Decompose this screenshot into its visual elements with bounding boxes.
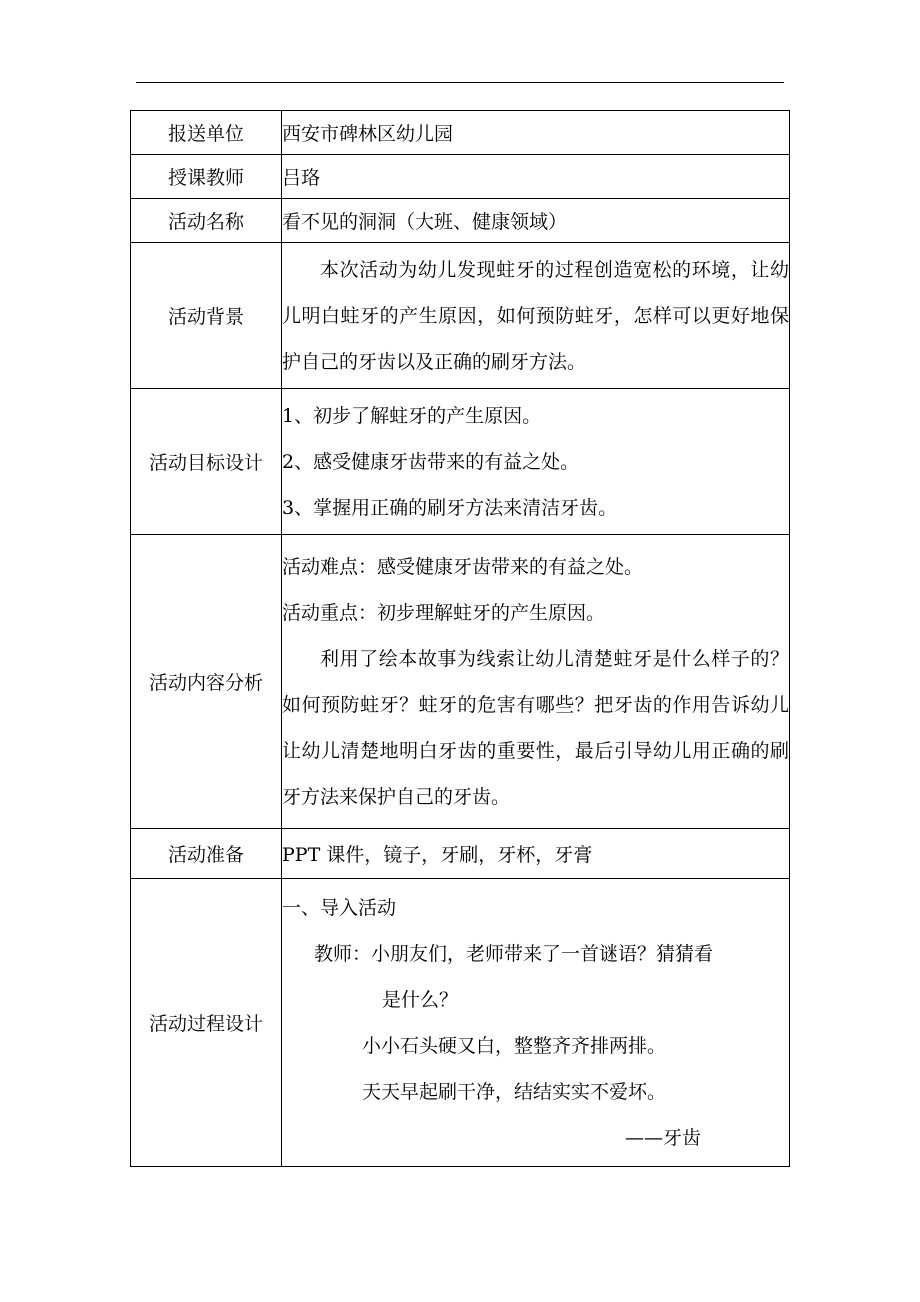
row-unit — [131, 111, 790, 155]
analysis-difficulty: 活动难点：感受健康牙齿带来的有益之处。 — [282, 555, 644, 578]
label-prep: 活动准备 — [131, 829, 282, 879]
label-process: 活动过程设计 — [131, 879, 282, 1167]
label-goals: 活动目标设计 — [131, 389, 282, 535]
label-background: 活动背景 — [131, 243, 282, 389]
analysis-key: 活动重点：初步理解蛀牙的产生原因。 — [282, 601, 606, 624]
riddle-line-2: 天天早起刷干净，结结实实不爱坏。 — [362, 1080, 667, 1103]
row-analysis — [131, 535, 790, 829]
riddle-answer: ——牙齿 — [624, 1126, 701, 1149]
goal-item: 2、感受健康牙齿带来的有益之处。 — [282, 450, 580, 473]
value-activity-name: 看不见的洞洞（大班、健康领域） — [282, 199, 790, 243]
row-goals — [131, 389, 790, 535]
value-teacher: 吕珞 — [282, 155, 790, 199]
label-unit: 报送单位 — [131, 111, 282, 155]
value-unit: 西安市碑林区幼儿园 — [282, 111, 790, 155]
row-activity-name — [131, 199, 790, 243]
goal-item: 3、掌握用正确的刷牙方法来清洁牙齿。 — [282, 496, 618, 519]
analysis-text: 利用了绘本故事为线索让幼儿清楚蛀牙是什么样子的？如何预防蛀牙？蛀牙的危害有哪些？把牙齿的作用告诉幼儿让幼儿清楚地明白牙齿的重要性，最后引导幼儿用正确的刷牙方法来保护自己的牙齿。 — [282, 647, 789, 808]
row-teacher — [131, 155, 790, 199]
riddle-line-1: 小小石头硬又白，整整齐齐排两排。 — [362, 1034, 667, 1057]
process-teacher-line-2: 是什么？ — [382, 988, 459, 1011]
row-process — [131, 879, 790, 1167]
label-activity-name: 活动名称 — [131, 199, 282, 243]
value-prep: PPT 课件，镜子，牙刷，牙杯，牙膏 — [282, 829, 790, 879]
goal-item: 1、初步了解蛀牙的产生原因。 — [282, 404, 542, 427]
header-rule — [136, 82, 784, 83]
label-analysis: 活动内容分析 — [131, 535, 282, 829]
row-prep — [131, 829, 790, 879]
lesson-plan-table — [130, 110, 790, 1167]
label-teacher: 授课教师 — [131, 155, 282, 199]
background-text: 本次活动为幼儿发现蛀牙的过程创造宽松的环境，让幼儿明白蛀牙的产生原因，如何预防蛀牙，怎样可以更好地保护自己的牙齿以及正确的刷牙方法。 — [282, 258, 789, 373]
process-teacher-line: 教师：小朋友们，老师带来了一首谜语？猜猜看 — [314, 942, 714, 965]
process-heading: 一、导入活动 — [282, 896, 397, 919]
row-background — [131, 243, 790, 389]
